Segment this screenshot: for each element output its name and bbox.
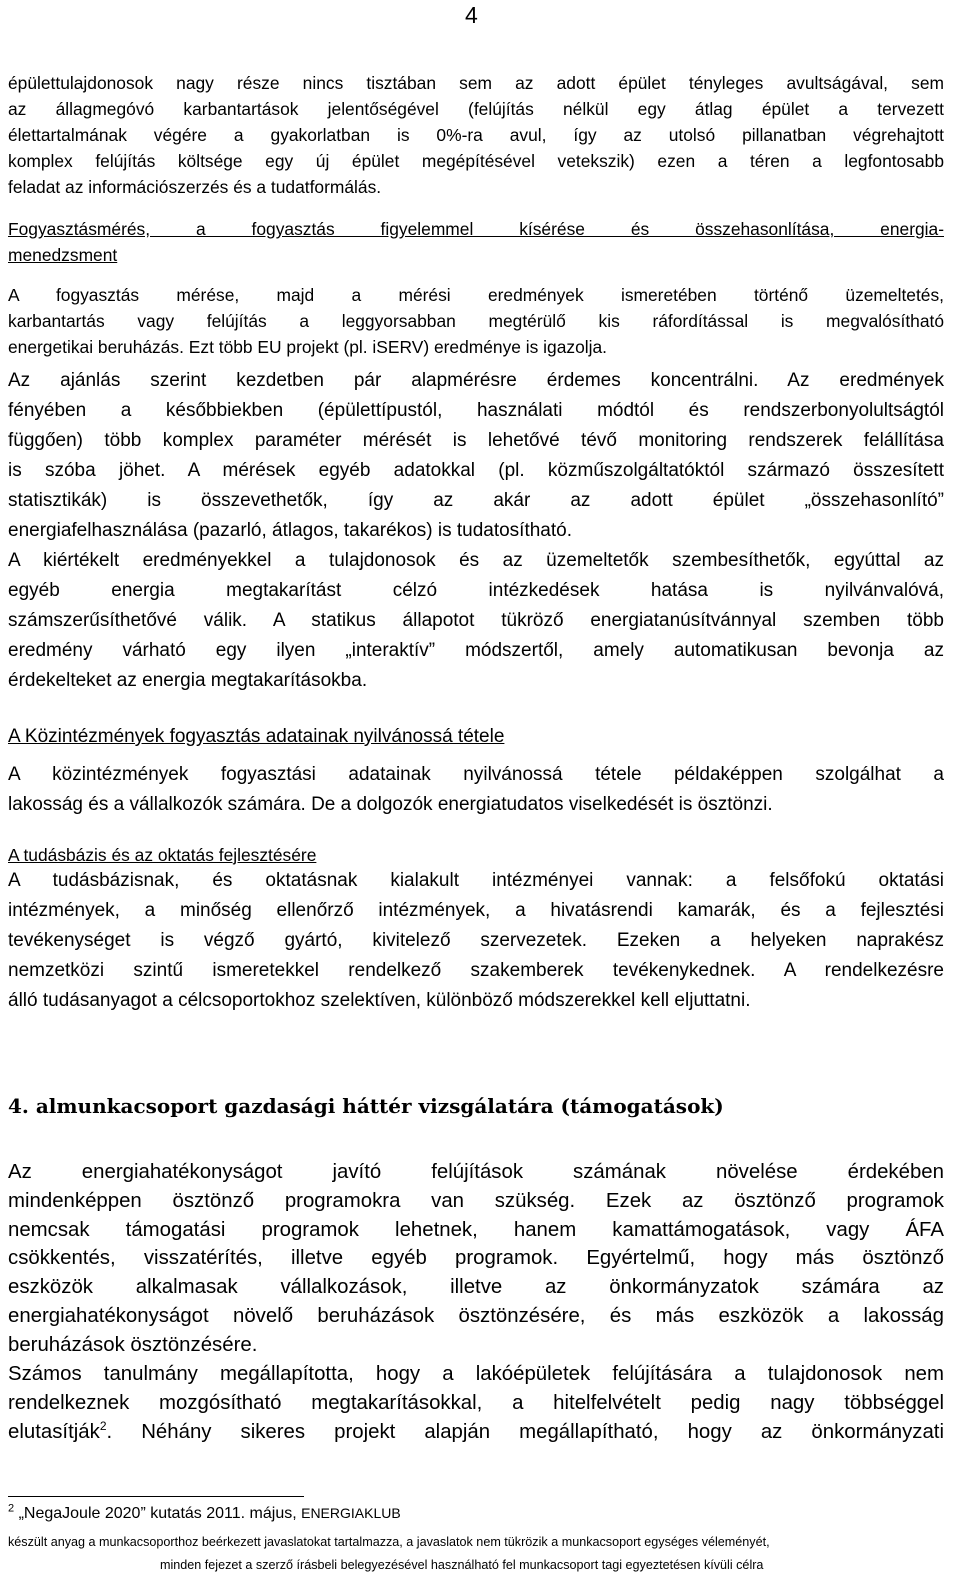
text-line: feladat az információszerzés és a tudatformálás.	[8, 177, 382, 197]
text-line: A kiértékelt eredményekkel a tulajdonosok és az üzemeltetők szembesíthetők, egyúttal az	[8, 550, 944, 571]
text-line: is szóba jöhet. A mérések egyéb adatokkal (pl. közműszolgáltatóktól származó összesített	[8, 460, 944, 481]
section-body-studies	[8, 1360, 944, 1446]
text-line: érdekelteket az energia megtakarításokba.	[8, 670, 368, 691]
text-line: energiahatékonyságot növelő beruházások ösztönzésére, és más eszközök a lakosság	[8, 1304, 944, 1327]
footnote-reference[interactable]: 2	[99, 1418, 107, 1433]
footer-line: készült anyag a munkacsoporthoz beérkezett javaslatokat tartalmazza, a javaslatok nem tükrözik a munkacsoport egységes véleményét,	[8, 1535, 770, 1549]
heading-line: A tudásbázis és az oktatás fejlesztésére	[8, 845, 317, 865]
text-line: A fogyasztás mérése, majd a mérési eredmények ismeretében történő üzemeltetés,	[8, 285, 944, 305]
text-line-with-footnote: elutasítják$^2$. Néhány sikeres projekt alapján megállapítható, hogy az önkormányzati	[8, 1418, 944, 1443]
heading-line: A Közintézmények fogyasztás adatainak nyilvánossá tétele	[8, 726, 505, 747]
text-line: nemcsak támogatási programok lehetnek, hanem kamattámogatások, vagy ÁFA	[8, 1218, 944, 1241]
section-body-consumption-metering	[8, 282, 944, 360]
footnote-source: ENERGIAKLUB	[301, 1505, 401, 1521]
heading-line: menedzsment	[8, 245, 118, 265]
text-line: statisztikák) is összevethetők, így az akár az adott épület „összehasonlító”	[8, 490, 944, 511]
text-line: nemzetközi szintű ismeretekkel rendelkező szakemberek tevékenykednek. A rendelkezésre	[8, 960, 944, 981]
heading-line: Fogyasztásmérés, a fogyasztás figyelemmel kísérése és összehasonlítása, energia-	[8, 219, 944, 239]
text-line: lakosság és a vállalkozók számára. De a dolgozók energiatudatos viselkedését is ösztönzi.	[8, 794, 773, 815]
text-line: fényében a későbbiekben (épülettípustól, használati módtól és rendszerbonyolultságtól	[8, 400, 944, 421]
footnote-divider	[8, 1496, 304, 1497]
text-line: karbantartás vagy felújítás a leggyorsabban megtérülő kis ráfordítással is megvalósítható	[8, 311, 944, 331]
intro-paragraph	[8, 70, 944, 200]
section-body-knowledge-base	[8, 866, 944, 1016]
section-body-recommendation	[8, 366, 944, 696]
section-heading-knowledge-base	[8, 842, 944, 868]
text-line: élettartalmának végére a gyakorlatban is 0%-ra avul, így az utolsó pillanatban végrehajtott	[8, 125, 944, 145]
text-line: eszközök alkalmasak vállalkozások, illetve az önkormányzatok számára az	[8, 1276, 944, 1299]
text-line: Az energiahatékonyságot javító felújítások számának növelése érdekében	[8, 1161, 944, 1183]
footnote-number: 2	[8, 1502, 15, 1515]
footnote-text: „NegaJoule 2020” kutatás 2011. május,	[14, 1505, 302, 1522]
text-line: függően) több komplex paraméter mérését is lehetővé tévő monitoring rendszerek felállítása	[8, 430, 944, 451]
text-line: eredmény várható egy ilyen „interaktív” módszertől, amely automatikusan bevonja az	[8, 640, 944, 661]
page-number: 4	[465, 2, 478, 28]
text-line: beruházások ösztönzésére.	[8, 1333, 258, 1356]
section-heading-consumption-metering	[8, 216, 944, 268]
section-body-public-data	[8, 760, 944, 820]
text-line: álló tudásanyagot a célcsoportokhoz szelektíven, különböző módszerekkel kell eljuttatni.	[8, 990, 751, 1011]
text-line: intézmények, a minőség ellenőrző intézmények, a hivatásrendi kamarák, és a fejlesztési	[8, 900, 944, 921]
section-heading-public-data	[8, 722, 944, 752]
text-line: Számos tanulmány megállapította, hogy a lakóépületek felújítására a tulajdonosok nem	[8, 1363, 944, 1385]
text-line: épülettulajdonosok nagy része nincs tisztában sem az adott épület tényleges avultságával, sem	[8, 73, 944, 93]
text-line: mindenképpen ösztönző programokra van szükség. Ezek az ösztönző programok	[8, 1189, 944, 1212]
text-line: A tudásbázisnak, és oktatásnak kialakult intézményei vannak: a felsőfokú oktatási	[8, 870, 944, 891]
text-line: A közintézmények fogyasztási adatainak nyilvánossá tétele példaképpen szolgálhat a	[8, 764, 944, 785]
text-line: csökkentés, visszatérítés, illetve egyéb programok. Egyértelmű, hogy más ösztönző	[8, 1247, 944, 1270]
text-line: tevékenységet is végző gyártó, kivitelező szervezetek. Ezeken a helyeken naprakész	[8, 930, 944, 951]
text-line: az állagmegóvó karbantartások jelentőségével (felújítás nélkül egy átlag épület a tervezett	[8, 99, 944, 119]
text-line: egyéb energia megtakarítást célzó intézkedések hatása is nyilvánvalóvá,	[8, 580, 944, 601]
text-line: energiafelhasználása (pazarló, átlagos, takarékos) is tudatosítható.	[8, 520, 572, 541]
text-line: számszerűsíthetővé válik. A statikus állapotot tükröző energiatanúsítvánnyal szemben több	[8, 610, 944, 631]
text-line: rendelkeznek mozgósítható megtakarításokkal, a hitelfelvételt pedig nagy többséggel	[8, 1391, 944, 1414]
text-line: energetikai beruházás. Ezt több EU projekt (pl. iSERV) eredménye is igazolja.	[8, 337, 607, 357]
section-body-incentives	[8, 1158, 944, 1360]
chapter-heading: 4. almunkacsoport gazdasági háttér vizsgálatára (támogatások)	[8, 1094, 724, 1118]
text-line: komplex felújítás költsége egy új épület megépítésével vetekszik) ezen a téren a legfontosabb	[8, 151, 944, 171]
footer-line: minden fejezet a szerző írásbeli belegyezésével használható fel munkacsoport tagi egyeztetésen kívüli célra	[160, 1558, 764, 1572]
footnote	[8, 1502, 401, 1523]
text-line: Az ajánlás szerint kezdetben pár alapmérésre érdemes koncentrálni. Az eredmények	[8, 370, 944, 391]
